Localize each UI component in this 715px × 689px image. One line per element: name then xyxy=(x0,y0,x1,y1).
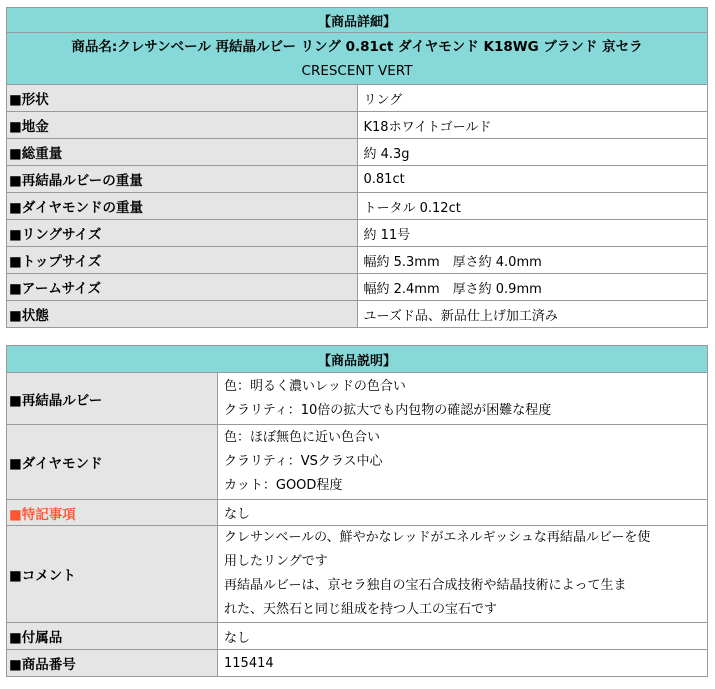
detail-row-total-weight xyxy=(7,139,708,166)
desc-row-diamond xyxy=(7,425,708,500)
accessories-label: ■付属品 xyxy=(7,623,218,650)
product-detail-table xyxy=(6,7,708,328)
ring-size-value: 約 11号 xyxy=(357,220,708,247)
total-weight-label: ■総重量 xyxy=(7,139,358,166)
diamond-weight-label: ■ダイヤモンドの重量 xyxy=(7,193,358,220)
product-title xyxy=(7,33,708,85)
detail-row-shape xyxy=(7,85,708,112)
ruby-value xyxy=(218,373,708,425)
diamond-clarity-line: クラリティ：VSクラス中心 xyxy=(224,454,383,469)
desc-row-ruby xyxy=(7,373,708,425)
desc-row-notes xyxy=(7,500,708,526)
diamond-color-line: 色：ほぼ無色に近い色合い xyxy=(224,430,381,445)
diamond-label: ■ダイヤモンド xyxy=(7,425,218,500)
top-size-value: 幅約 5.3mm 厚さ約 4.0mm xyxy=(357,247,708,274)
total-weight-value: 約 4.3g xyxy=(357,139,708,166)
diamond-cut-line: カット：GOOD程度 xyxy=(224,478,343,493)
diamond-weight-value: トータル 0.12ct xyxy=(357,193,708,220)
condition-value: ユーズド品、新品仕上げ加工済み xyxy=(357,301,708,328)
comment-value xyxy=(218,526,708,623)
ruby-clarity-line: クラリティ：10倍の拡大でも内包物の確認が困難な程度 xyxy=(224,402,552,418)
detail-row-ring-size xyxy=(7,220,708,247)
detail-row-diamond-weight xyxy=(7,193,708,220)
notes-value: なし xyxy=(218,500,708,526)
desc-row-item-number xyxy=(7,650,708,677)
product-description-table xyxy=(6,345,708,677)
description-header: 【商品説明】 xyxy=(7,346,708,373)
arm-size-label: ■アームサイズ xyxy=(7,274,358,301)
detail-row-ruby-weight xyxy=(7,166,708,193)
metal-label: ■地金 xyxy=(7,112,358,139)
comment-line-1: クレサンベールの、鮮やかなレッドがエネルギッシュな再結晶ルビーを使 xyxy=(224,530,651,545)
comment-line-3: 再結晶ルビーは、京セラ独自の宝石合成技術や結晶技術によって生ま xyxy=(224,578,627,593)
comment-label: ■コメント xyxy=(7,526,218,623)
detail-row-condition xyxy=(7,301,708,328)
ruby-weight-label: ■再結晶ルビーの重量 xyxy=(7,166,358,193)
comment-line-4: れた、天然石と同じ組成を持つ人工の宝石です xyxy=(224,602,498,617)
diamond-value xyxy=(218,425,708,500)
shape-value: リング xyxy=(357,85,708,112)
accessories-value: なし xyxy=(218,623,708,650)
item-number-label: ■商品番号 xyxy=(7,650,218,677)
shape-label: ■形状 xyxy=(7,85,358,112)
condition-label: ■状態 xyxy=(7,301,358,328)
detail-row-metal xyxy=(7,112,708,139)
detail-row-top-size xyxy=(7,247,708,274)
ruby-color-line: 色：明るく濃いレッドの色合い xyxy=(224,378,406,394)
top-size-label: ■トップサイズ xyxy=(7,247,358,274)
detail-header: 【商品詳細】 xyxy=(7,8,708,33)
desc-row-comment xyxy=(7,526,708,623)
ruby-weight-value: 0.81ct xyxy=(357,166,708,193)
ruby-label: ■再結晶ルビー xyxy=(7,373,218,425)
detail-row-arm-size xyxy=(7,274,708,301)
product-title-line2: CRESCENT VERT xyxy=(301,62,413,79)
product-title-line1: 商品名:クレサンベール 再結晶ルビー リング 0.81ct ダイヤモンド K18WG ブランド 京セラ xyxy=(71,38,643,55)
notes-label: ■特記事項 xyxy=(7,500,218,526)
ring-size-label: ■リングサイズ xyxy=(7,220,358,247)
arm-size-value: 幅約 2.4mm 厚さ約 0.9mm xyxy=(357,274,708,301)
comment-line-2: 用したリングです xyxy=(224,554,328,569)
metal-value: K18ホワイトゴールド xyxy=(357,112,708,139)
desc-row-accessories xyxy=(7,623,708,650)
item-number-value: 115414 xyxy=(218,650,708,677)
